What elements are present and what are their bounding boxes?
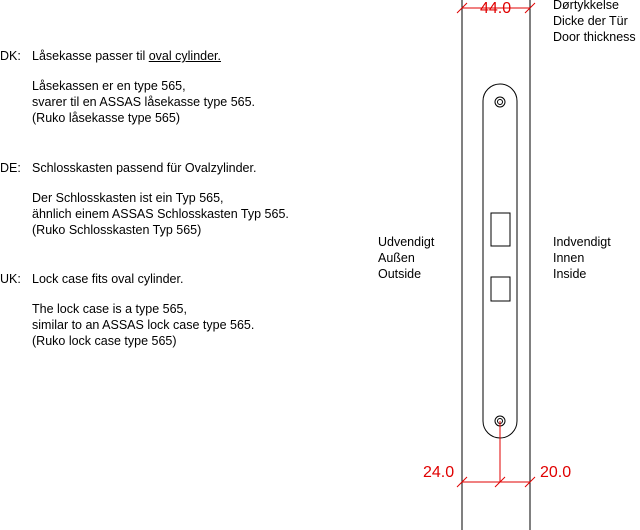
label-line: Innen	[553, 251, 585, 265]
body-line: (Ruko Schlosskasten Typ 565)	[32, 223, 202, 237]
label-line: Outside	[378, 267, 422, 281]
language-code: DE:	[0, 161, 21, 175]
faceplate-outline	[483, 84, 517, 438]
label-line: Indvendigt	[553, 235, 611, 249]
door-thickness-value: 44.0	[480, 0, 512, 17]
label-line: Dørtykkelse	[553, 0, 619, 12]
label-line: Udvendigt	[378, 235, 435, 249]
door-edges	[462, 0, 530, 530]
heading-text: Lock case fits oval cylinder.	[32, 272, 184, 286]
inside-offset-value: 20.0	[540, 464, 572, 481]
outside-offset-value: 24.0	[423, 464, 455, 481]
body-line: Låsekassen er en type 565,	[32, 79, 186, 93]
dimension-lines	[457, 3, 535, 487]
body-line: Der Schlosskasten ist ein Typ 565,	[32, 191, 224, 205]
label-line: Inside	[553, 267, 587, 281]
latch-opening	[491, 213, 510, 246]
heading-underlined-text: oval cylinder.	[148, 49, 221, 63]
faceplate	[483, 84, 517, 438]
body-line: svarer til en ASSAS låsekasse type 565.	[32, 95, 256, 109]
language-code: UK:	[0, 272, 21, 286]
label-line: Außen	[378, 251, 415, 265]
heading-text: Schlosskasten passend für Ovalzylinder.	[32, 161, 257, 175]
bolt-opening	[491, 277, 510, 301]
body-line: (Ruko lock case type 565)	[32, 334, 177, 348]
body-line: similar to an ASSAS lock case type 565.	[32, 318, 255, 332]
language-code: DK:	[0, 49, 21, 63]
body-line: The lock case is a type 565,	[32, 302, 187, 316]
top-screw-hole-inner	[498, 100, 503, 105]
label-line: Door thickness	[553, 30, 636, 44]
top-screw-hole-outer	[495, 97, 505, 107]
label-line: Dicke der Tür	[553, 14, 628, 28]
body-line: (Ruko låsekasse type 565)	[32, 111, 180, 125]
heading-text: Låsekasse passer til	[32, 49, 149, 63]
body-line: ähnlich einem ASSAS Schlosskasten Typ 565.	[32, 207, 289, 221]
